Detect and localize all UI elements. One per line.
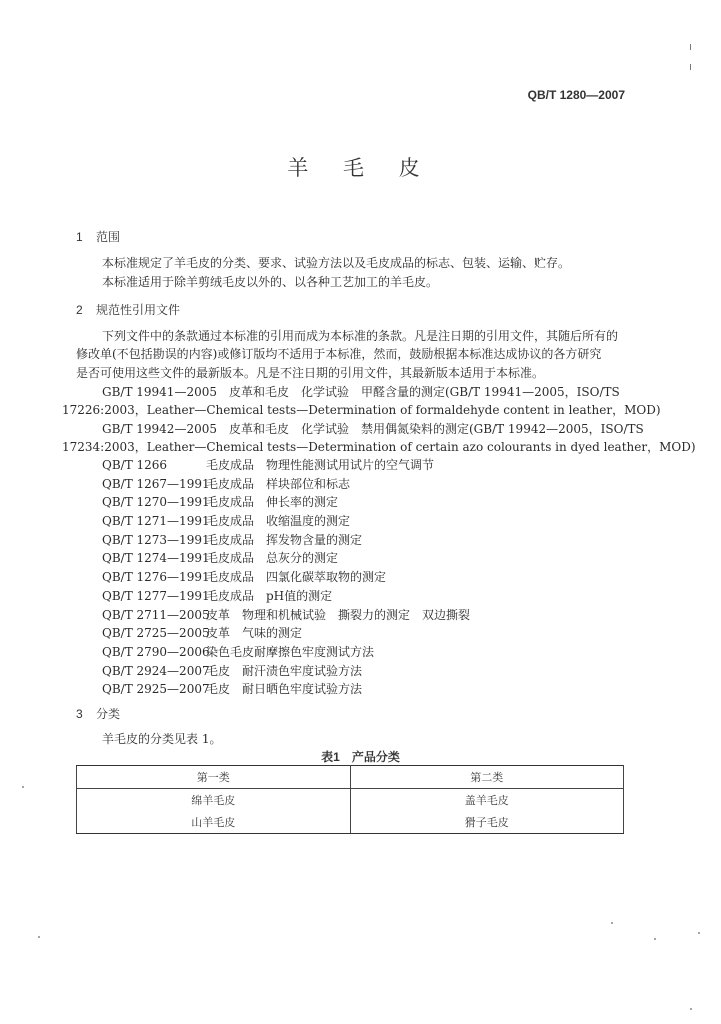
reference-code: QB/T 2725—2005 [102, 626, 210, 641]
table-header-row [77, 766, 624, 789]
reference-code: QB/T 1277—1991 [102, 588, 210, 603]
reference-item [102, 606, 470, 625]
reference-item [102, 456, 470, 475]
section-2-heading [76, 301, 180, 318]
reference-code: QB/T 1274—1991 [102, 551, 210, 566]
reference-title: 染色毛皮耐摩擦色牢度测试方法 [206, 644, 375, 659]
classification-table [76, 765, 624, 834]
scan-speck [690, 1008, 692, 1010]
normative-intro-line: 修改单(不包括勘误的内容)或修订版均不适用于本标准，然而，鼓励根据本标准达成协议的各方研究 [76, 347, 602, 361]
reference-code: QB/T 1266 [102, 458, 168, 472]
table-cell: 山羊毛皮 [77, 811, 351, 834]
reference-code: QB/T 1273—1991 [102, 532, 210, 547]
reference-line: GB/T 19941—2005 皮革和毛皮 化学试验 甲醛含量的测定(GB/T 19941—2005，ISO/TS [102, 385, 620, 399]
reference-line: GB/T 19942—2005 皮革和毛皮 化学试验 禁用偶氮染料的测定(GB/T 19942—2005，ISO/TS [102, 422, 644, 436]
section-title: 范围 [96, 230, 121, 244]
scope-paragraph: 本标准规定了羊毛皮的分类、要求、试验方法以及毛皮成品的标志、包装、运输、贮存。 [102, 256, 571, 270]
table-row [77, 811, 624, 834]
reference-item [102, 624, 470, 643]
reference-item [102, 643, 470, 662]
reference-item [102, 680, 470, 699]
reference-item [102, 568, 470, 587]
reference-title: 皮革 气味的测定 [206, 626, 303, 641]
reference-code: QB/T 2925—2007 [102, 682, 210, 697]
reference-title: 皮革 物理和机械试验 撕裂力的测定 双边撕裂 [206, 607, 471, 622]
scan-speck [698, 932, 700, 934]
section-3-heading [76, 705, 120, 722]
reference-code: QB/T 1270—1991 [102, 495, 210, 510]
scope-paragraph: 本标准适用于除羊剪绒毛皮以外的、以各种工艺加工的羊毛皮。 [102, 275, 439, 289]
reference-code: QB/T 1276—1991 [102, 570, 210, 585]
reference-item [102, 531, 470, 550]
reference-item [102, 493, 470, 512]
table-cell: 绵羊毛皮 [77, 789, 351, 812]
reference-item [102, 475, 470, 494]
reference-title: 毛皮成品 挥发物含量的测定 [206, 532, 363, 547]
reference-title: 毛皮成品 样块部位和标志 [206, 476, 351, 491]
table-cell: 猾子毛皮 [350, 811, 624, 834]
standard-number: QB/T 1280—2007 [527, 88, 625, 102]
scan-speck [690, 44, 691, 50]
normative-intro-line: 是否可使用这些文件的最新版本。凡是不注日期的引用文件，其最新版本适用于本标准。 [76, 366, 545, 380]
reference-list [102, 456, 470, 699]
reference-item [102, 549, 470, 568]
reference-title: 毛皮 耐汗渍色牢度试验方法 [206, 663, 363, 678]
section-number: 3 [76, 707, 83, 721]
reference-code: QB/T 2790—2006 [102, 644, 210, 659]
reference-title: 毛皮成品 收缩温度的测定 [206, 514, 351, 529]
reference-item [102, 587, 470, 606]
reference-code: QB/T 2924—2007 [102, 663, 210, 678]
reference-item [102, 512, 470, 531]
table-header-cell: 第一类 [77, 766, 351, 789]
section-title: 规范性引用文件 [96, 303, 181, 317]
section-1-heading [76, 228, 120, 245]
document-title: 羊 毛 皮 [287, 156, 434, 180]
reference-code: QB/T 2711—2005 [102, 607, 210, 622]
classification-intro: 羊毛皮的分类见表 1。 [102, 732, 222, 746]
reference-item [102, 662, 470, 681]
scan-speck [22, 786, 24, 788]
reference-title: 毛皮成品 四氯化碳萃取物的测定 [206, 570, 387, 585]
reference-title: 毛皮成品 物理性能测试用试片的空气调节 [206, 458, 435, 472]
reference-title: 毛皮成品 pH值的测定 [206, 588, 333, 603]
scan-speck [38, 936, 40, 938]
section-number: 1 [76, 230, 83, 244]
reference-line-continued: 17234:2003，Leather—Chemical tests—Determination of certain azo colourants in dyed leather，MOD) [62, 440, 696, 454]
table-row [77, 789, 624, 812]
reference-line-continued: 17226:2003，Leather—Chemical tests—Determination of formaldehyde content in leather，MOD) [62, 403, 661, 417]
reference-title: 毛皮成品 伸长率的测定 [206, 495, 339, 510]
section-number: 2 [76, 303, 83, 317]
normative-intro-line: 下列文件中的条款通过本标准的引用而成为本标准的条款。凡是注日期的引用文件，其随后所有的 [102, 329, 619, 343]
scan-speck [611, 922, 613, 924]
reference-title: 毛皮成品 总灰分的测定 [206, 551, 339, 566]
scan-speck [690, 64, 691, 70]
reference-title: 毛皮 耐日晒色牢度试验方法 [206, 682, 363, 697]
section-title: 分类 [96, 707, 121, 721]
reference-code: QB/T 1271—1991 [102, 514, 210, 529]
reference-code: QB/T 1267—1991 [102, 476, 210, 491]
scan-speck [654, 938, 656, 940]
table-caption: 表1 产品分类 [321, 750, 400, 764]
table-cell: 盖羊毛皮 [350, 789, 624, 812]
table-header-cell: 第二类 [350, 766, 624, 789]
